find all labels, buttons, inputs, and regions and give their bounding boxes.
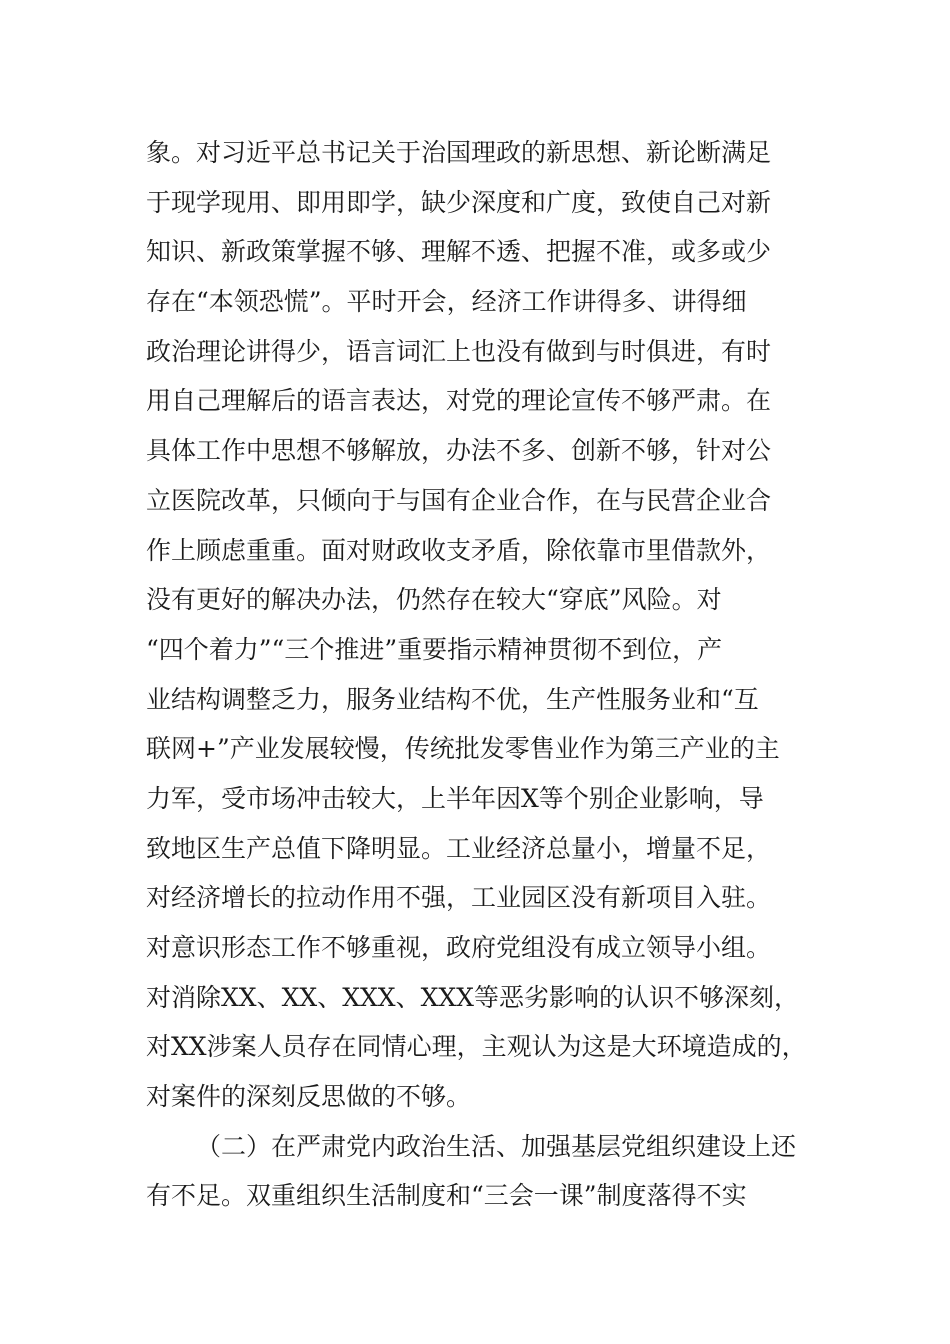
text-line: 对消除XX、XX、XXX、XXX等恶劣影响的认识不够深刻， (146, 982, 799, 1012)
text-line: 具体工作中思想不够解放，办法不多、创新不够，针对公 (146, 436, 772, 466)
text-line: 政治理论讲得少，语言词汇上也没有做到与时俱进，有时 (146, 336, 772, 366)
text-line: 作上顾虑重重。面对财政收支矛盾，除依靠市里借款外， (146, 535, 772, 565)
text-line: 业结构调整乏力，服务业结构不优，生产性服务业和“互 (146, 684, 759, 714)
text-line: 力军，受市场冲击较大，上半年因X等个别企业影响，导 (146, 783, 764, 813)
text-line: “四个着力”“三个推进”重要指示精神贯彻不到位，产 (146, 634, 723, 664)
text-line: 用自己理解后的语言表达，对党的理论宣传不够严肃。在 (146, 386, 772, 416)
text-line: 对经济增长的拉动作用不强，工业园区没有新项目入驻。 (146, 883, 772, 913)
text-line: 对案件的深刻反思做的不够。 (146, 1082, 472, 1112)
body-text (146, 128, 836, 1221)
section-heading-line: （二）在严肃党内政治生活、加强基层党组织建设上还 (196, 1131, 797, 1161)
text-line: 对XX涉案人员存在同情心理，主观认为这是大环境造成的， (146, 1032, 807, 1062)
text-line: 有不足。双重组织生活制度和“三会一课”制度落得不实 (146, 1181, 747, 1211)
text-line: 立医院改革，只倾向于与国有企业合作，在与民营企业合 (146, 485, 772, 515)
text-line: 知识、新政策掌握不够、理解不透、把握不准，或多或少 (146, 237, 772, 267)
text-line: 没有更好的解决办法，仍然存在较大“穿底”风险。对 (146, 585, 722, 615)
text-line: 象。对习近平总书记关于治国理政的新思想、新论断满足 (146, 138, 772, 167)
text-line: 致地区生产总值下降明显。工业经济总量小，增量不足， (146, 833, 772, 863)
text-line: 联网+”产业发展较慢，传统批发零售业作为第三产业的主 (146, 734, 780, 764)
text-line: 于现学现用、即用即学，缺少深度和广度，致使自己对新 (146, 187, 772, 217)
text-line: 对意识形态工作不够重视，政府党组没有成立领导小组。 (146, 933, 772, 962)
text-line: 存在“本领恐慌”。平时开会，经济工作讲得多、讲得细 (146, 287, 747, 317)
